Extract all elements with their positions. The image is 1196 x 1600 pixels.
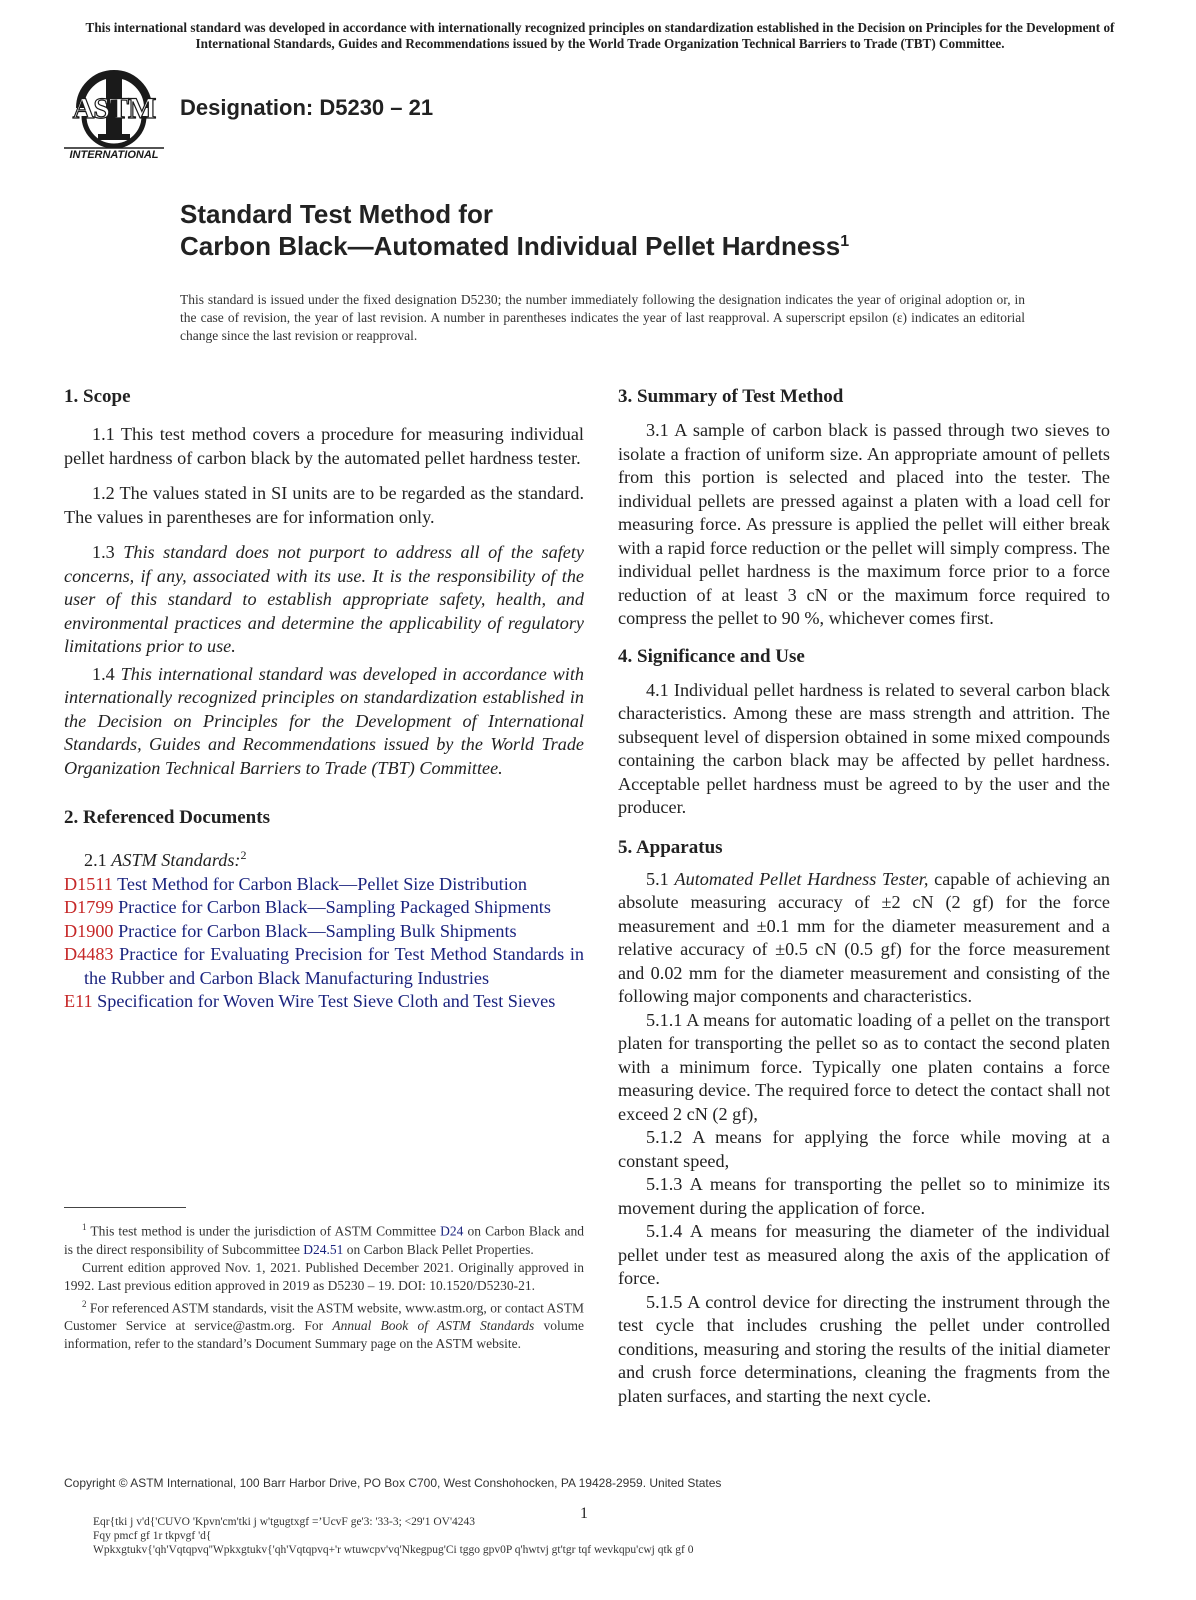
footnotes	[64, 1218, 584, 1353]
link-d24-51[interactable]: D24.51	[303, 1241, 344, 1257]
footnote-rule	[64, 1207, 186, 1208]
para-5-1-3: 5.1.3 A means for transporting the pellet so to minimize its movement during the application of force.	[618, 1174, 1110, 1218]
para-5-1-1: 5.1.1 A means for automatic loading of a pellet on the transport platen for transporting the pellet so as to contact the second platen with a minimum force. Typically one platen contains a force measuring device. The required force to detect the contact shall not exceed 2 cN (2 gf),	[618, 1009, 1110, 1124]
para-1-1: 1.1 This test method covers a procedure for measuring individual pellet hardness of carbon black by the automated pellet hardness tester.	[64, 424, 584, 468]
ref-d1900[interactable]: D1900 Practice for Carbon Black—Sampling Bulk Shipments	[64, 920, 517, 941]
para-5-1-5: 5.1.5 A control device for directing the instrument through the test cycle that includes crushing the pellet under controlled conditions, measuring and storing the results of the initial diameter and crush force determinations, cleaning the fragments from the platen surfaces, and starting the next cycle.	[618, 1291, 1110, 1406]
license-stamp	[93, 1515, 793, 1557]
astm-logo	[60, 68, 168, 164]
current-edition-note: Current edition approved Nov. 1, 2021. Published December 2021. Originally approved in 1992. Last previous edition approved in 2019 as D5230 – 19. DOI: 10.1520/D5230-21.	[64, 1259, 584, 1293]
referenced-documents-heading: 2. Referenced Documents	[64, 807, 270, 828]
ref-d1511[interactable]: D1511 Test Method for Carbon Black—Pellet Size Distribution	[64, 873, 527, 894]
significance-heading: 4. Significance and Use	[618, 645, 805, 667]
license-line-3: Wpkxgtukv{'qh'Vqtqpvq''Wpkxgtukv{'qh'Vqtqpvq+'r wtuwcpv'vq'Nkegpug'Ci tggo gpv0P q'hwtvj gt'tgr tqf wevkqpu'cwj qtk gf 0	[93, 1544, 694, 1556]
ref-d4483[interactable]: D4483 Practice for Evaluating Precision for Test Method Standards in the Rubber and Carbon Black Manufacturing Industries	[64, 944, 584, 988]
left-column	[64, 385, 584, 1014]
summary-heading: 3. Summary of Test Method	[618, 386, 844, 407]
license-line-1: Eqr{tki j v'd{'CUVO 'Kpvn'cm'tki j w'tgugtxgf =’UcvF ge'3: '33-3; <29'1 OV'4243	[93, 1516, 476, 1528]
license-line-2: Fqy pmcf gf 1r tkpvgf 'd{	[93, 1530, 212, 1542]
ref-e11[interactable]: E11 Specification for Woven Wire Test Sieve Cloth and Test Sieves	[64, 991, 556, 1012]
footnote-1: $^1$ This test method is under the jurisdiction of ASTM Committee D24 on Carbon Black and is the direct responsibility of Subcommittee D24.51 on Carbon Black Pellet Properties.	[64, 1222, 584, 1257]
wto-notice: This international standard was developed in accordance with internationally recognized principles on standardization established in the Decision on Principles for the Development of International Standards, Guides and Recommendations issued by the World Trade Organization Technical Barriers to Trade (TBT) Committee.	[85, 20, 1115, 51]
para-1-4: 1.4 This international standard was developed in accordance with internationally recognized principles on standardization established in the Decision on Principles for the Development of International Standards, Guides and Recommendations issued by the World Trade Organization Technical Barriers to Trade (TBT) Committee.	[64, 663, 585, 778]
right-column	[618, 385, 1110, 1408]
footnote-2: $^2$ For referenced ASTM standards, visit the ASTM website, www.astm.org, or contact ASTM Customer Service at service@astm.org. For Annual Book of ASTM Standards volume information, refer to the standard’s Document Summary page on the ASTM website.	[64, 1298, 585, 1351]
para-5-1-4: 5.1.4 A means for measuring the diameter of the individual pellet under test as measured along the axis of the application of force.	[618, 1221, 1110, 1288]
para-3-1: 3.1 A sample of carbon black is passed through two sieves to isolate a fraction of uniform size. An appropriate amount of pellets from this portion is selected and placed into the tester. The individual pellets are pressed against a platen with a load cell for measuring force. As pressure is applied the pellet will either break with a rapid force reduction or the pellet will simply compress. The individual pellet hardness is the maximum force prior to a force reduction of at least 3 cN or the maximum force required to compress the pellet to 90 %, whichever comes first.	[618, 420, 1110, 628]
title-footnote-mark: 1	[840, 233, 850, 250]
link-d24[interactable]: D24	[440, 1223, 464, 1239]
para-1-3: 1.3 This standard does not purport to address all of the safety concerns, if any, associated with its use. It is the responsibility of the user of this standard to establish appropriate safety, health, and environmental practices and determine the applicability of regulatory limitations prior to use.	[64, 542, 585, 656]
document-title	[180, 198, 1080, 262]
page-number: 1	[580, 1505, 588, 1522]
scope-heading: 1. Scope	[64, 386, 131, 407]
para-5-1-2: 5.1.2 A means for applying the force while moving at a constant speed,	[618, 1127, 1110, 1171]
logo-caption: INTERNATIONAL	[69, 149, 159, 161]
designation: Designation: D5230 – 21	[180, 95, 434, 120]
title-line-1: Standard Test Method for	[180, 199, 493, 229]
issued-notice: This standard is issued under the fixed designation D5230; the number immediately following the designation indicates the year of original adoption or, in the case of revision, the year of last revision. A number in parentheses indicates the year of last reapproval. A superscript epsilon (ε) indicates an editorial change since the last revision or reapproval.	[180, 292, 1025, 343]
apparatus-heading: 5. Apparatus	[618, 836, 723, 858]
para-5-1: 5.1 Automated Pellet Hardness Tester, capable of achieving an absolute measuring accuracy of ±2 cN (2 gf) for the force measurement and ±0.1 mm for the diameter measurement and a relative accuracy of ±0.5 cN (0.5 gf) for the force measurement and 0.02 mm for the diameter measurement and consisting of the following major components and characteristics.	[618, 868, 1110, 1006]
title-line-2: Carbon Black—Automated Individual Pellet Hardness$^1$	[180, 231, 850, 261]
para-1-2: 1.2 The values stated in SI units are to be regarded as the standard. The values in parentheses are for information only.	[64, 483, 584, 527]
astm-standards-intro: 2.1 ASTM Standards:$^2$	[84, 848, 247, 871]
astm-logo-mark	[60, 68, 168, 164]
para-4-1: 4.1 Individual pellet hardness is related to several carbon black characteristics. Among these are mass strength and attrition. The subsequent level of dispersion obtained in some mixed compounds containing the carbon black may be affected by pellet hardness. Acceptable pellet hardness must be agreed to by the user and the producer.	[618, 679, 1110, 817]
copyright: Copyright © ASTM International, 100 Barr Harbor Drive, PO Box C700, West Conshohocken, PA 19428-2959. United States	[64, 1476, 722, 1490]
ref-d1799[interactable]: D1799 Practice for Carbon Black—Sampling Packaged Shipments	[64, 897, 551, 918]
logo-letters: ASTM	[72, 92, 156, 125]
